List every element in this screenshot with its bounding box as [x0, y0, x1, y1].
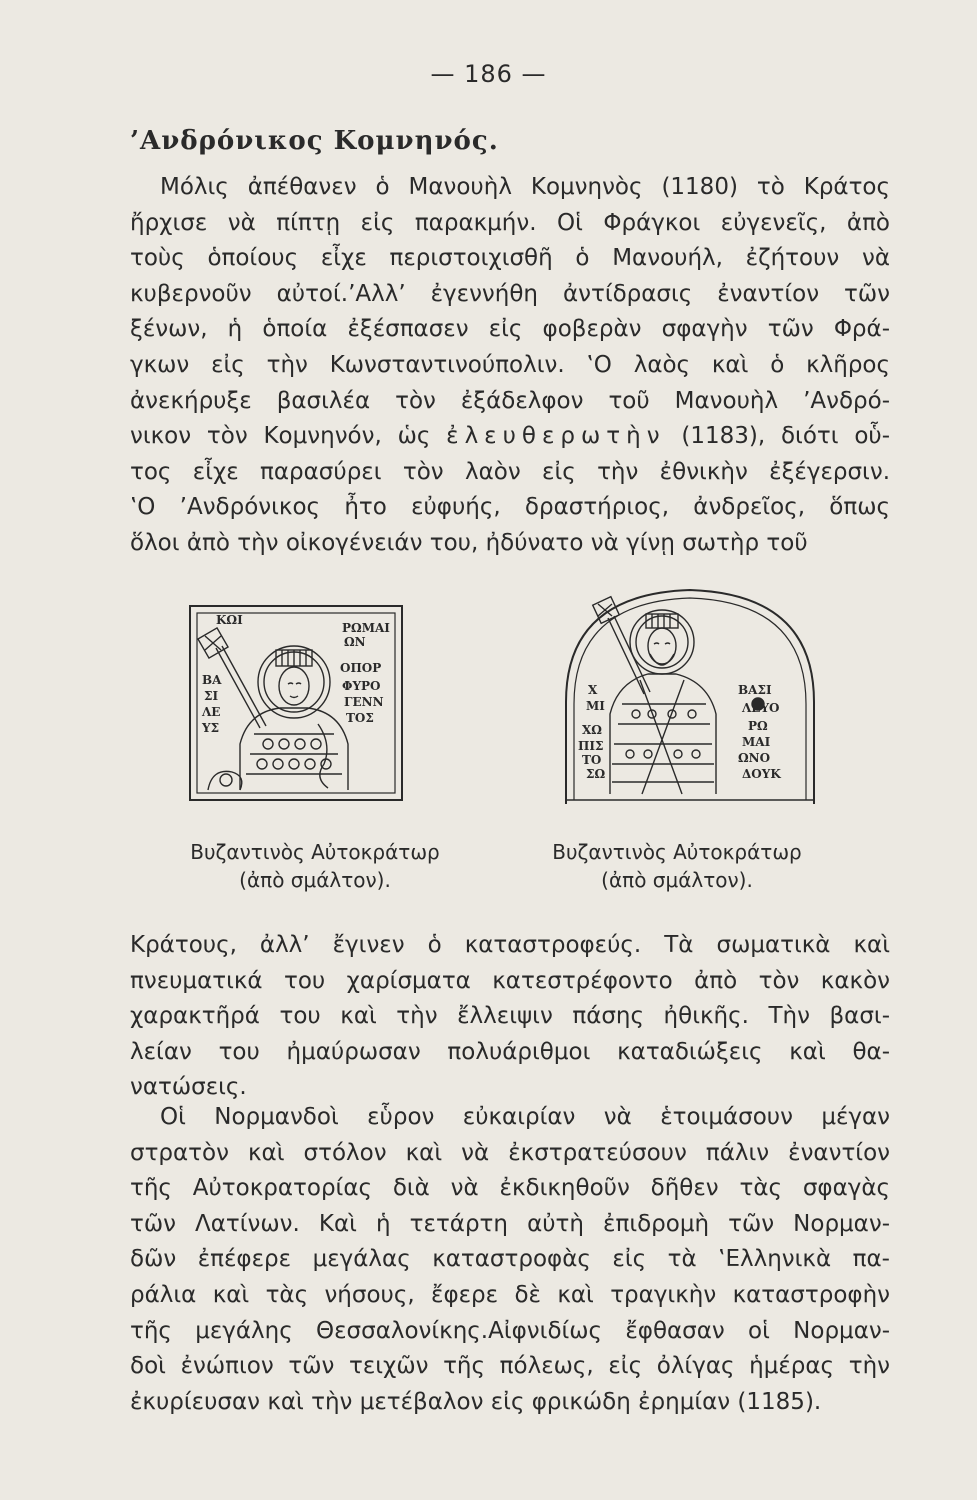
inscription: ΒΑΣΙ	[738, 683, 772, 697]
text-line	[130, 419, 890, 455]
figure-2-caption	[522, 838, 832, 894]
emperor-enamel-figure-2	[552, 584, 828, 808]
inscription: ΚΩΙ	[216, 613, 243, 627]
inscription: ΜΙ	[586, 699, 605, 713]
text-line: ἐκυρίευσαν καὶ τὴν μετέβαλον εἰς φρικώδη ἐρημίαν (1185).	[130, 1388, 822, 1415]
inscription: ΛΕΥΟ	[742, 701, 780, 715]
text-line: χαρακτῆρά του καὶ τὴν ἔλλειψιν πάσης ἠθικῆς. Τὴν βασι-	[130, 1003, 890, 1030]
text-line: τοὺς ὁποίους εἶχε περιστοιχισθῆ ὁ Μανουήλ, ἐζήτουν νὰ	[130, 245, 890, 272]
section-heading: ’Ανδρόνικος Κομνηνός.	[130, 126, 499, 156]
text-line: γκων εἰς τὴν Κωνσταντινούπολιν. ‛Ο λαὸς καὶ ὁ κλῆρος	[130, 351, 890, 378]
inscription: Χ	[588, 683, 598, 697]
paragraph-3	[130, 1100, 890, 1420]
text-line: πνευματικά του χαρίσματα κατεστρέφοντο ἀπὸ τὸν κακὸν	[130, 967, 890, 994]
inscription: ΩΝ	[344, 635, 366, 649]
inscription: ΠΙΣ	[578, 739, 604, 753]
text-line: Κράτους, ἀλλ’ ἔγινεν ὁ καταστροφεύς. Τὰ σωματικὰ καὶ	[130, 932, 890, 958]
text-line: τος εἶχε παρασύρει τὸν λαὸν εἰς τὴν ἐθνικὴν ἐξέγερσιν.	[130, 458, 890, 485]
text-line: ‛Ο ’Ανδρόνικος ἦτο εὐφυής, δραστήριος, ἀνδρεῖος, ὅπως	[130, 494, 890, 521]
text-line: ἤρχισε νὰ πίπτῃ εἰς παρακμήν. Οἱ Φράγκοι εὐγενεῖς, ἀπὸ	[130, 209, 890, 236]
text-line: τῶν Λατίνων. Καὶ ἡ τετάρτη αὐτὴ ἐπιδρομὴ τῶν Νορμαν-	[130, 1210, 890, 1237]
inscription: ΡΩ	[748, 719, 768, 733]
inscription: ΥΣ	[202, 721, 220, 735]
inscription: ΛΕ	[202, 705, 221, 719]
inscription: ΜΑΙ	[742, 735, 771, 749]
text-line: δῶν ἐπέφερε μεγάλας καταστροφὰς εἰς τὰ ‛Ελληνικὰ πα-	[130, 1246, 890, 1273]
text-line: τῆς Αὐτοκρατορίας διὰ νὰ ἐκδικηθοῦν δῆθεν τὰς σφαγὰς	[130, 1175, 890, 1202]
inscription: ΩΝΟ	[738, 751, 771, 765]
text-segment: νικον τὸν Κομνηνόν, ὡς	[130, 423, 431, 450]
text-line: Μόλις ἀπέθανεν ὁ Μανουὴλ Κομνηνὸς (1180) τὸ Κράτος	[160, 174, 890, 200]
text-line: ράλια καὶ τὰς νήσους, ἔφερε δὲ καὶ τραγικὴν καταστροφὴν	[130, 1281, 890, 1308]
inscription: ΣΩ	[586, 767, 606, 781]
inscription: ΟΠΟΡ	[340, 661, 382, 675]
caption-line: Βυζαντινὸς Αὐτοκράτωρ	[190, 840, 440, 864]
text-line: δοὶ ἐνώπιον τῶν τειχῶν τῆς πόλεως, εἰς ὀλίγας ἡμέρας τὴν	[130, 1353, 890, 1380]
figure-1-caption	[160, 838, 470, 894]
inscription: ΒΑ	[202, 673, 222, 687]
text-line: λείαν του ἠμαύρωσαν πολυάριθμοι καταδιώξεις καὶ θα-	[130, 1038, 890, 1065]
inscription: ΓΕΝΝ	[344, 695, 384, 709]
caption-line: (ἀπὸ σμάλτον).	[239, 868, 391, 892]
text-line: ὅλοι ἀπὸ τὴν οἰκογένειάν του, ἠδύνατο νὰ γίνῃ σωτὴρ τοῦ	[130, 529, 808, 556]
inscription: ΧΩ	[582, 723, 602, 737]
page-number: — 186 —	[430, 60, 547, 88]
paragraph-1	[130, 170, 890, 562]
caption-line: (ἀπὸ σμάλτον).	[601, 868, 753, 892]
inscription: ΡΩΜΑΙ	[342, 621, 390, 635]
text-line: στρατὸν καὶ στόλον καὶ νὰ ἐκστρατεύσουν πάλιν ἐναντίον	[130, 1139, 890, 1166]
text-line: ἀνεκήρυξε βασιλέα τὸν ἐξάδελφον τοῦ Μανουὴλ ’Ανδρό-	[130, 387, 890, 414]
inscription: ΦΥΡΟ	[342, 679, 381, 693]
emperor-enamel-figure-1	[188, 604, 406, 804]
paragraph-2	[130, 928, 890, 1106]
caption-line: Βυζαντινὸς Αὐτοκράτωρ	[552, 840, 802, 864]
inscription: ΣΙ	[204, 689, 219, 703]
inscription: ΔΟΥΚ	[742, 767, 781, 781]
inscription: ΤΟΣ	[346, 711, 374, 725]
text-line: ξένων, ἡ ὁποία ἐξέσπασεν εἰς φοβερὰν σφαγὴν τῶν Φρά-	[130, 316, 890, 343]
text-line: Οἱ Νορμανδοὶ εὗρον εὐκαιρίαν νὰ ἑτοιμάσουν μέγαν	[160, 1104, 890, 1130]
inscription: ΤΟ	[582, 753, 602, 767]
text-line: κυβερνοῦν αὐτοί.’Αλλ’ ἐγεννήθη ἀντίδρασις ἐναντίον τῶν	[130, 280, 890, 307]
spaced-word: ἐλευθερωτὴν	[446, 423, 666, 450]
text-line: νατώσεις.	[130, 1074, 247, 1101]
text-segment: (1183), διότι οὗ-	[681, 423, 891, 450]
text-line: τῆς μεγάλης Θεσσαλονίκης.Αἰφνιδίως ἔφθασαν οἱ Νορμαν-	[130, 1317, 890, 1344]
